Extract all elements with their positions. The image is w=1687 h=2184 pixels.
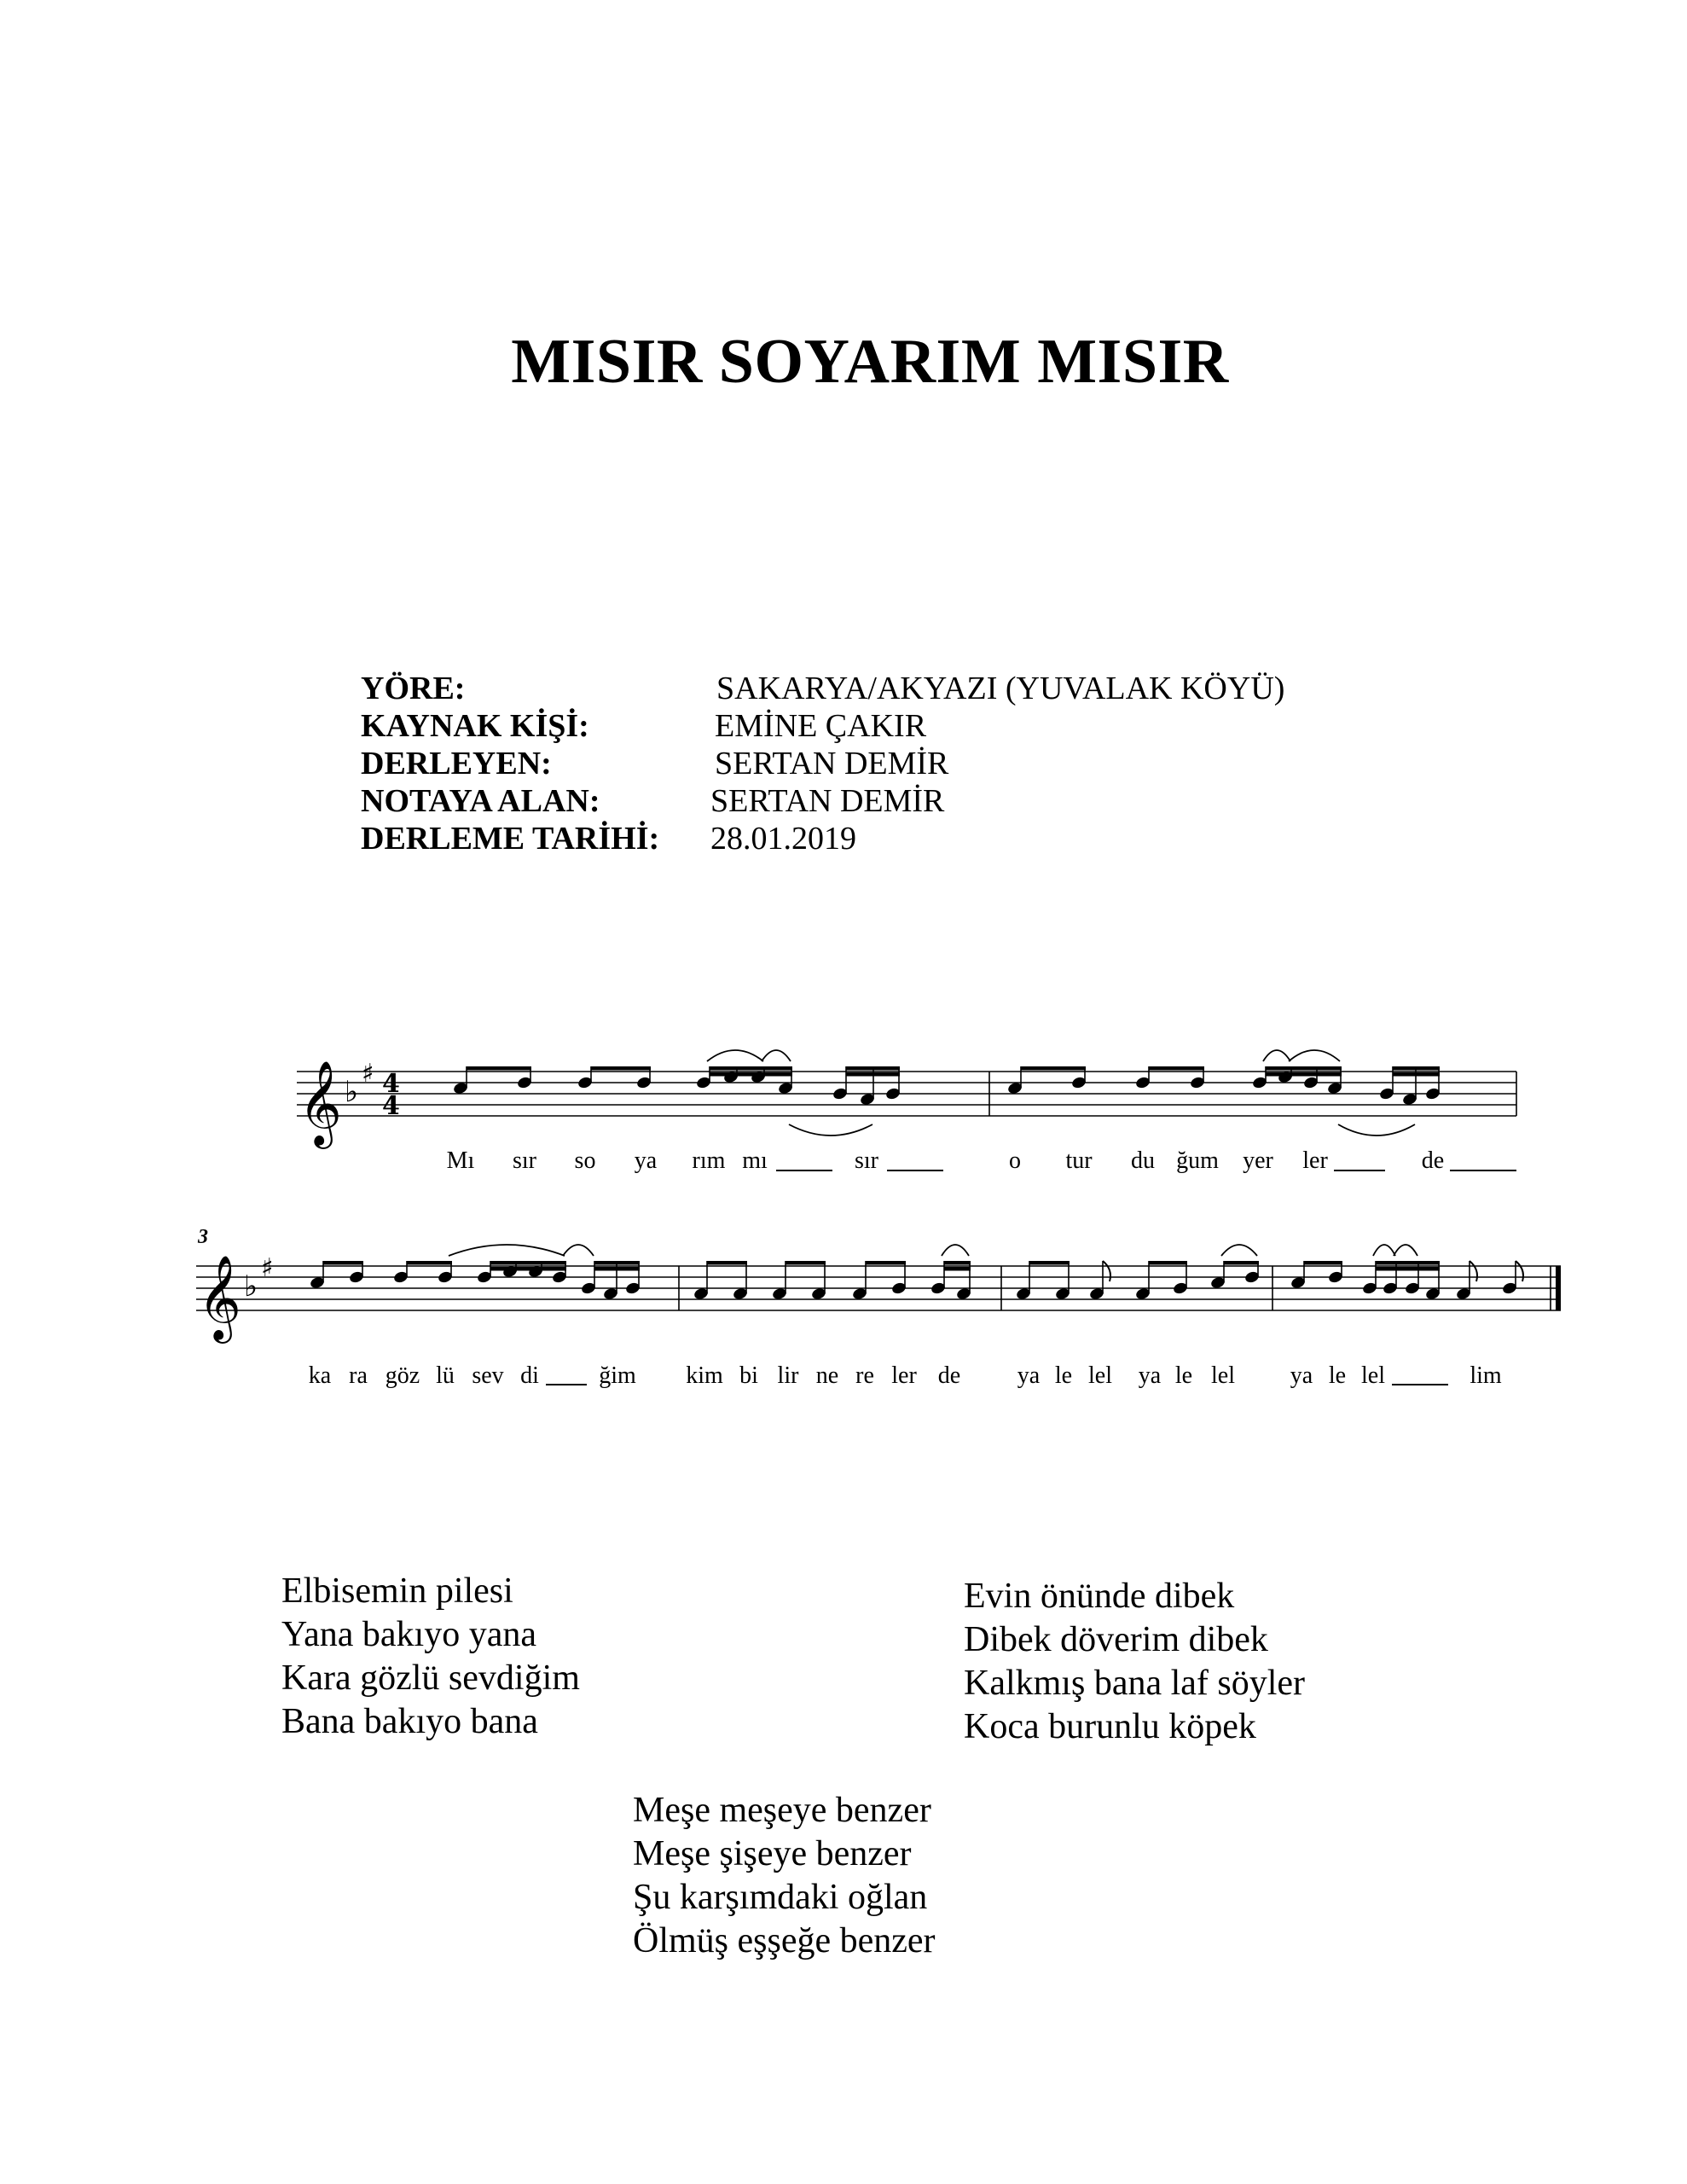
stanza-line: Koca burunlu köpek bbox=[964, 1707, 1256, 1746]
flat-sign-icon: ♭ bbox=[244, 1269, 258, 1304]
stanza-line: Şu karşımdaki oğlan bbox=[633, 1878, 928, 1917]
page-title: MISIR SOYARIM MISIR bbox=[511, 327, 1229, 397]
lyric-syllable: ne bbox=[815, 1362, 839, 1389]
lyric-syllable: sır bbox=[855, 1147, 878, 1174]
lyric-syllable: ra bbox=[349, 1362, 368, 1389]
compiler-value: SERTAN DEMİR bbox=[715, 746, 949, 781]
lyric-syllable: ya bbox=[1017, 1362, 1041, 1389]
final-bar-thick bbox=[1556, 1266, 1561, 1310]
lyric-syllable: lü bbox=[436, 1362, 455, 1389]
treble-clef-icon: 𝄞 bbox=[299, 1060, 342, 1146]
stanza-1 bbox=[281, 1570, 580, 1744]
lyric-syllable: ler bbox=[891, 1362, 917, 1389]
note-beam bbox=[1149, 1066, 1204, 1071]
stanza-line: Yana bakıyo yana bbox=[281, 1615, 537, 1654]
lyric-syllable: de bbox=[1421, 1147, 1445, 1174]
slur bbox=[707, 1050, 763, 1061]
lyric-syllable: o bbox=[1009, 1147, 1021, 1174]
lyric-syllable: so bbox=[574, 1147, 596, 1174]
slur bbox=[563, 1245, 594, 1256]
note-beam bbox=[1021, 1066, 1086, 1071]
slur bbox=[1263, 1050, 1290, 1061]
note-beam bbox=[407, 1261, 452, 1265]
slur bbox=[942, 1245, 969, 1256]
stanza-line: Meşe şişeye benzer bbox=[633, 1834, 912, 1873]
lyric-syllable: ya bbox=[634, 1147, 658, 1174]
note-beam bbox=[707, 1261, 747, 1265]
lyric-syllable: tur bbox=[1065, 1147, 1093, 1174]
sharp-sign-icon: ♯ bbox=[362, 1059, 374, 1089]
note-flag bbox=[1103, 1261, 1110, 1281]
lyric-syllable: ya bbox=[1290, 1362, 1313, 1389]
sharp-sign-icon: ♯ bbox=[261, 1253, 274, 1283]
slur bbox=[1338, 1124, 1415, 1136]
stanza-line: Kara gözlü sevdiğim bbox=[281, 1658, 580, 1698]
flat-sign-icon: ♭ bbox=[345, 1075, 359, 1109]
note-beam bbox=[467, 1066, 531, 1071]
measure-number: 3 bbox=[198, 1226, 208, 1248]
note-beam bbox=[846, 1072, 900, 1077]
slur bbox=[1221, 1245, 1257, 1256]
note-beam bbox=[594, 1261, 640, 1265]
note-beam bbox=[323, 1261, 363, 1265]
note-beam bbox=[490, 1267, 566, 1271]
lyric-syllable: Mı bbox=[446, 1147, 475, 1174]
note-beam bbox=[1029, 1261, 1070, 1265]
lyric-syllable: sır bbox=[513, 1147, 536, 1174]
lyric-syllable: lel bbox=[1088, 1362, 1112, 1389]
treble-clef-icon: 𝄞 bbox=[198, 1255, 241, 1340]
stanza-line: Ölmüş eşşeğe benzer bbox=[633, 1921, 936, 1960]
note-beam bbox=[944, 1267, 971, 1271]
slur bbox=[789, 1124, 872, 1136]
slur bbox=[1373, 1245, 1395, 1256]
note-beam bbox=[1266, 1066, 1342, 1071]
stanza-line: Evin önünde dibek bbox=[964, 1577, 1235, 1616]
note-flag bbox=[1516, 1261, 1523, 1281]
lyric-syllable: lel bbox=[1211, 1362, 1235, 1389]
stanza-line: Meşe meşeye benzer bbox=[633, 1791, 931, 1830]
note-beam bbox=[1149, 1261, 1187, 1265]
lyric-syllable: ğim bbox=[599, 1362, 636, 1389]
date-label: DERLEME TARİHİ: bbox=[361, 821, 660, 857]
transcriber-value: SERTAN DEMİR bbox=[710, 783, 945, 819]
note-beam bbox=[594, 1267, 640, 1271]
transcriber-label: NOTAYA ALAN: bbox=[361, 783, 600, 819]
lyric-syllable: rım bbox=[692, 1147, 726, 1174]
lyric-syllable: le bbox=[1328, 1362, 1347, 1389]
note-beam bbox=[786, 1261, 826, 1265]
stanza-line: Kalkmış bana laf söyler bbox=[964, 1664, 1306, 1703]
lyric-syllable: ka bbox=[308, 1362, 332, 1389]
lyric-syllable: lim bbox=[1470, 1362, 1502, 1389]
lyric-syllable: lir bbox=[777, 1362, 799, 1389]
stanza-line: Dibek döverim dibek bbox=[964, 1620, 1268, 1659]
slur bbox=[1289, 1050, 1340, 1061]
note-beam bbox=[1393, 1066, 1440, 1071]
lyric-syllable: de bbox=[937, 1362, 961, 1389]
note-beam bbox=[1304, 1261, 1342, 1265]
slur bbox=[762, 1050, 791, 1061]
note-beam bbox=[1376, 1261, 1440, 1265]
region-label: YÖRE: bbox=[361, 671, 466, 706]
lyric-syllable: ğum bbox=[1176, 1147, 1219, 1174]
lyric-syllable: lel bbox=[1361, 1362, 1385, 1389]
note-beam bbox=[591, 1066, 651, 1071]
time-signature-bottom: 4 bbox=[382, 1091, 400, 1121]
lyric-syllable: ya bbox=[1138, 1362, 1162, 1389]
source-person-label: KAYNAK KİŞİ: bbox=[361, 708, 589, 744]
stanza-line: Elbisemin pilesi bbox=[281, 1571, 513, 1611]
source-person-value: EMİNE ÇAKIR bbox=[715, 708, 927, 744]
note-beam bbox=[1224, 1261, 1259, 1265]
note-beam bbox=[1393, 1072, 1440, 1077]
stanza-line: Bana bakıyo bana bbox=[281, 1702, 538, 1741]
lyric-syllable: bi bbox=[739, 1362, 758, 1389]
lyric-syllable: le bbox=[1174, 1362, 1193, 1389]
compiler-label: DERLEYEN: bbox=[361, 746, 552, 781]
lyric-syllable: re bbox=[855, 1362, 874, 1389]
note-beam bbox=[1376, 1267, 1440, 1271]
lyric-syllable: le bbox=[1054, 1362, 1073, 1389]
lyric-syllable: yer bbox=[1243, 1147, 1273, 1174]
slur bbox=[1394, 1245, 1417, 1256]
region-value: SAKARYA/AKYAZI (YUVALAK KÖYÜ) bbox=[716, 671, 1285, 706]
lyric-syllable: di bbox=[520, 1362, 539, 1389]
note-flag bbox=[1470, 1261, 1477, 1281]
lyric-syllable: du bbox=[1131, 1147, 1155, 1174]
lyric-syllable: göz bbox=[385, 1362, 420, 1389]
note-beam bbox=[944, 1261, 971, 1265]
stanza-3 bbox=[633, 1789, 936, 1963]
note-beam bbox=[846, 1066, 900, 1071]
lyric-syllable: kim bbox=[686, 1362, 723, 1389]
lyric-syllable: sev bbox=[472, 1362, 504, 1389]
note-beam bbox=[1266, 1072, 1342, 1077]
time-signature-top: 4 bbox=[382, 1069, 400, 1099]
slur bbox=[449, 1245, 565, 1256]
note-beam bbox=[710, 1072, 792, 1077]
date-value: 28.01.2019 bbox=[710, 821, 856, 857]
note-beam bbox=[490, 1261, 566, 1265]
note-beam bbox=[710, 1066, 792, 1071]
lyric-syllable: mı bbox=[742, 1147, 768, 1174]
stanza-2 bbox=[964, 1575, 1305, 1749]
note-beam bbox=[866, 1261, 906, 1265]
lyric-syllable: ler bbox=[1302, 1147, 1328, 1174]
